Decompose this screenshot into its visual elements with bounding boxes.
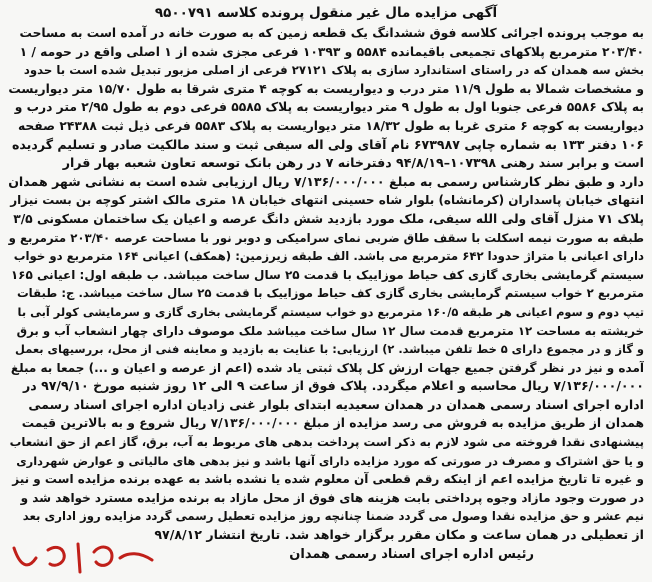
handwritten-mark-icon (8, 538, 158, 578)
notice-body (8, 24, 644, 545)
notice-line: به پلاک ۵۵۸۶ فرعی جنوبا اول به طول ۹ متر دیواریست به پلاک ۵۵۸۵ فرعی دوم به طول ۲/۹۵ متر درب و (14, 100, 644, 115)
notice-title: آگهی مزایده مال غیر منقول پرونده کلاسه ۹۵۰۰۷۹۱ (154, 5, 498, 21)
notice-signature: رئیس اداره اجرای اسناد رسمی همدان (289, 546, 534, 562)
notice-line: خریشته به مساحت ۱۲ مترمربع قدمت سال ۱۲ سال ساخت میباشد ملک موصوف دارای چهار انشعاب آب و برق (16, 323, 644, 338)
notice-line: اداره اجرای اسناد رسمی همدان در همدان سعیدیه ابتدای بلوار غنی زادیان اداره اجرای اسناد رسمی (28, 396, 644, 412)
notice-line: انتهای خیابان پاسداران (کرمانشاه) بلوار شاه حسینی انتهای خیابان ۱۸ متری مالک اشتر کوچه بن بست نیزار (10, 193, 644, 208)
notice-line: و گاز و در مجموع دارای ۵ خط تلفن میباشد. ۲) ارزیابی: با عنایت به بازدید و معاینه فنی از محل، بررسیهای بعمل (15, 342, 644, 357)
notice-line: طبقه به صورت نیمه اسکلت با سقف طاق ضربی نمای سرامیکی و دوبر نور با مساحت عرصه ۲۰۳/۴۰ مترمربع و (8, 230, 644, 245)
notice-line: پیشنهادی نقدا فروخته می شود لازم به ذکر است پرداخت بدهی های مربوط به آب، برق، گاز اعم از حق انشعاب (9, 435, 644, 450)
notice-line: دارای اعیانی با متراژ حدودا ۶۴۲ مترمربع می باشد. الف طبقه زیرزمین: (همکف) اعیانی ۱۶۴ مترمربع دو خواب (13, 249, 644, 264)
notice-line: مترمربع ۲ خواب سیستم گرمایشی بخاری گازی کف حیاط موزاییک با قدمت ۲۵ سال ساخت میباشد. ج: طبقات (16, 286, 644, 301)
notice-line: به موجب پرونده اجرائی کلاسه فوق ششدانگ یک قطعه زمین که به صورت خانه در آمده است به مساحت (19, 26, 644, 40)
notice-line: ۲۰۳/۴۰ مترمربع پلاکهای تجمیعی باقیمانده ۵۵۸۴ و ۱۰۳۹۳ فرعی مجزی شده از ۱ اصلی واقع در حومه / ۱ (19, 44, 644, 59)
notice-line: آمده و نیز در نظر گرفتن جمیع جهات ارزش کل پلاک ثبتی یاد شده (اعم از عرصه و اعیان و ...) جمعا به مبلغ (10, 360, 644, 375)
notice-line: از تعطیلی در همان ساعت و مکان مقرر برگزار خواهد شد. تاریخ انتشار ۹۷/۸/۱۲ (154, 527, 644, 543)
notice-line: دیواریست به کوچه ۶ متری غربا به طول ۱۸/۳۲ متر دیواریست به پلاک ۵۵۸۳ فرعی ذیل ثبت ۲۴۳۸۸ صفحه (17, 118, 644, 133)
notice-line: است و برابر سند رهنی ۱۰۷۳۹۸–۹۴/۸/۱۹ دفترخانه ۷ در رهن بانک توسعه تعاون شعبه بهار قرار (62, 155, 644, 171)
notice-line: همدان از طریق مزایده به فروش می رسد مزایده از مبلغ ۷/۱۳۶/۰۰۰/۰۰۰ ریال شروع و به بالاترین قیمت (21, 416, 644, 431)
notice-line: دارد و طبق نظر کارشناس رسمی به مبلغ ۷/۱۳۶/۰۰۰/۰۰۰ ریال ارزیابی شده است به نشانی شهر همدان (8, 173, 644, 189)
notice-line: سیستم گرمایشی بخاری گازی کف حیاط موزاییک با قدمت ۲۵ سال ساخت میباشد. ب طبقه اول: اعیانی ۱۶۵ (10, 267, 644, 282)
notice-line: در صورت وجود مازاد وجوه پرداختی بابت هزینه های فوق از محل مازاد به برنده مزایده مسترد خواهد شد و (20, 490, 644, 505)
notice-line: و مشخصات شمالا به طول ۱۱/۹ متر درب و دیواریست به کوچه ۴ متری شرقا به طول ۱۵/۷۰ متر دیواریست (8, 81, 644, 96)
notice-line: بخش سه همدان که در راستای استاندارد سازی به پلاک ۲۷۱۲۱ فرعی از اصلی مزبور تبدیل شده است با حدود (23, 63, 644, 78)
notice-line: ۱۰۶ دفتر ۱۳۳ به شماره چاپی ۶۷۳۹۸۷ نام آقای ولی اله سیفی ثبت و سند مالکیت صادر و تسلیم گردیده (11, 136, 644, 152)
notice-line: پلاک ۷۱ منزل آقای ولی الله سیفی، ملک مورد بازدید شش دانگ عرصه و اعیان یک ساختمان مسکونی ۳/۵ (13, 211, 644, 226)
notice-line: ۷/۱۳۶/۰۰۰/۰۰۰ ریال محاسبه و اعلام میگردد. پلاک فوق از ساعت ۹ الی ۱۲ روز شنبه مورخ ۹۷/۹/۱۰ در (22, 378, 644, 394)
notice-line: نیم عشر و حق مزایده نقدا وصول می گردد ضمنا چنانچه روز مزایده تعطیل رسمی گردد مزایده روز اداری بعد (22, 509, 644, 524)
notice-line: تیپ دوم و سوم اعیانی هر طبقه ۱۶۰/۵ مترمربع دو خواب سیستم گرمایشی بخاری گازی و سرمایشی کولر آبی با (17, 304, 644, 319)
notice-line: و غیره تا تاریخ مزایده اعم از اینکه رقم قطعی آن معلوم شده یا نشده باشد به عهده برنده مزایده است و نیز (12, 472, 644, 487)
notice-line: و یا حق اشتراک و مصرف در صورتی که مورد مزایده دارای آنها باشد و نیز بدهی های مالیاتی و عوارض شهرداری (16, 453, 644, 468)
